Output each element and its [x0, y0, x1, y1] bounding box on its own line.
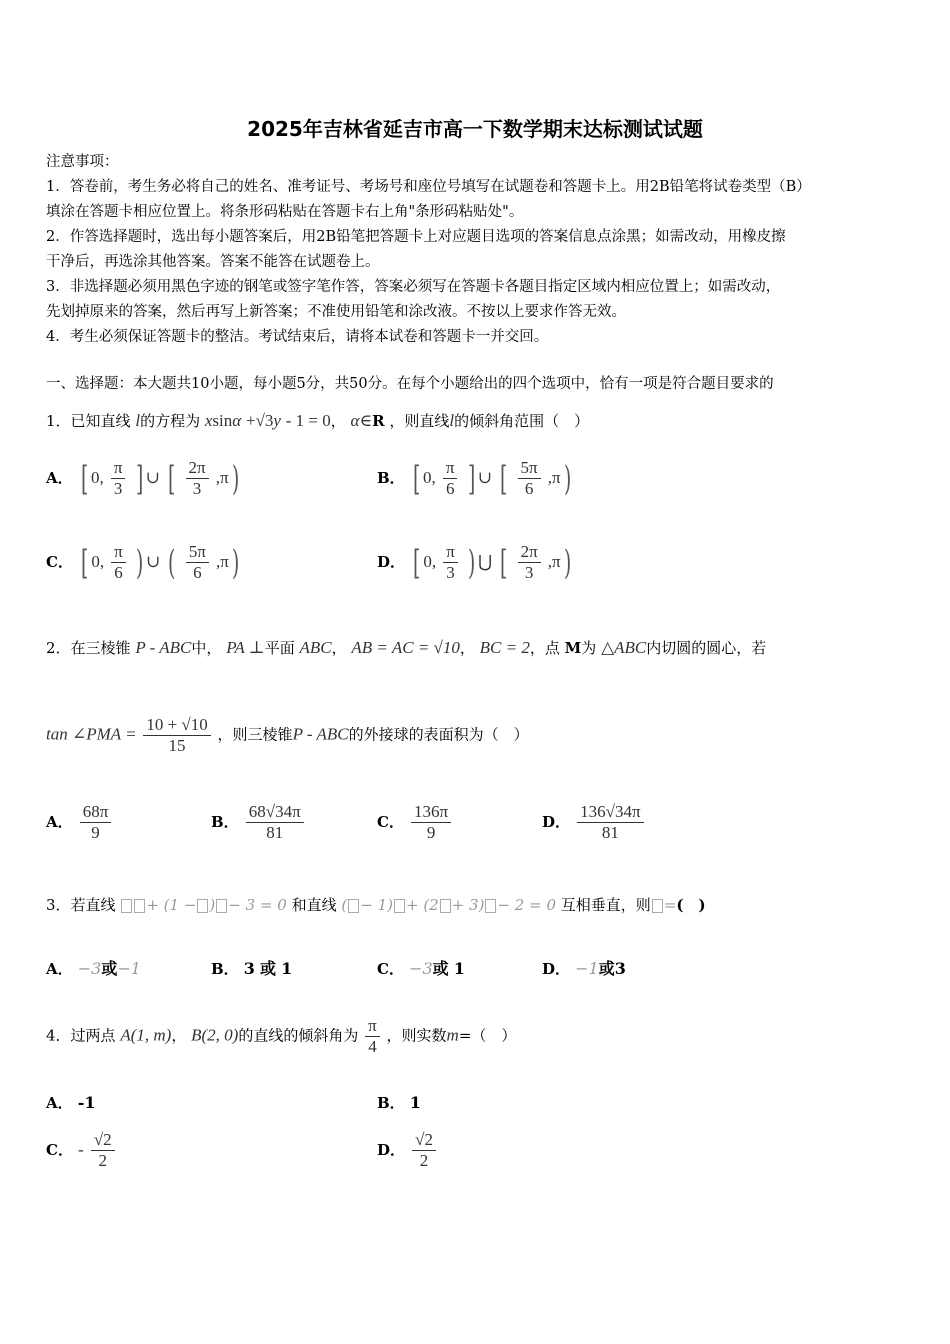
- option-a[interactable]: A． [ 0, $\frac{\pi}{3}$ ] ∪ [ $\frac{2\pi}{3}$ ,π): [46, 458, 239, 499]
- option-d[interactable]: D． [ 0, $\frac{\pi}{3}$ ) ⋃ [ $\frac{2\pi}{3}$ ,π): [377, 542, 571, 583]
- option-c[interactable]: C． [ 0, $\frac{\pi}{6}$ ) ∪ ( $\frac{5\pi}{6}$ ,π): [46, 542, 240, 583]
- option-a[interactable]: A． −3或−1: [46, 959, 141, 978]
- option-b[interactable]: B． 3 或 1: [211, 959, 293, 978]
- option-b[interactable]: B． 1: [377, 1093, 421, 1112]
- math-l: l: [135, 411, 141, 430]
- question-2-stem: 2．在三棱锥 P - ABC中， PA ⊥平面 ABC， AB = AC = √10， BC = 2，点 M为 △ABC内切圆的圆心，若: [46, 638, 767, 657]
- option-b[interactable]: B． [ 0, $\frac{\pi}{6}$ ] ∪ [ $\frac{5\pi}{6}$ ,π): [377, 458, 571, 499]
- option-c[interactable]: C． - $\frac{√2}{2}$: [46, 1130, 117, 1171]
- question-number: 1．: [46, 412, 71, 430]
- notice-line: 3．非选择题必须用黑色字迹的钢笔或签字笔作答，答案必须写在答题卡各题目指定区域内相应位置上；如需改动，: [46, 279, 781, 295]
- option-a[interactable]: A． -1: [46, 1093, 96, 1112]
- stem-text: 的方程为: [140, 412, 201, 430]
- notice-line: 干净后，再选涂其他答案。答案不能答在试题卷上。: [46, 254, 380, 270]
- option-d[interactable]: D． $\frac{√2}{2}$: [377, 1130, 438, 1171]
- notice-line: 先划掉原来的答案，然后再写上新答案；不准使用铅笔和涂改液。不按以上要求作答无效。: [46, 304, 626, 320]
- option-a[interactable]: A． $\frac{68\pi}{9}$: [46, 802, 113, 843]
- page-title: 2025年吉林省延吉市高一下数学期末达标测试试题: [247, 117, 703, 141]
- notice-heading: 注意事项：: [46, 154, 119, 170]
- notice-line: 4．考生必须保证答题卡的整洁。考试结束后，请将本试卷和答题卡一并交回。: [46, 329, 549, 345]
- question-1-stem: 1．已知直线 l的方程为 xsinα +√3y - 1 = 0， α∈R ，则直线l的倾斜角范围（ ）: [46, 411, 590, 430]
- option-c[interactable]: C． $\frac{136\pi}{9}$: [377, 802, 453, 843]
- stem-text: 已知直线: [70, 412, 131, 430]
- question-2-stem-cont: tan ∠PMA = $\frac{10 + √10}{15}$ ，则三棱锥P - ABC的外接球的表面积为（ ）: [46, 715, 529, 755]
- notice-line: 1．答卷前，考生务必将自己的姓名、准考证号、考场号和座位号填写在试题卷和答题卡上。用2B铅笔将试卷类型（B）: [46, 179, 811, 195]
- option-d[interactable]: D． $\frac{136√34\pi}{81}$: [542, 802, 646, 843]
- notice-line: 2．作答选择题时，选出每小题答案后，用2B铅笔把答题卡上对应题目选项的答案信息点涂黑；如需改动，用橡皮擦: [46, 229, 786, 245]
- notice-line: 填涂在答题卡相应位置上。将条形码粘贴在答题卡右上角"条形码粘贴处"。: [46, 204, 524, 220]
- option-b[interactable]: B． $\frac{68√34\pi}{81}$: [211, 802, 306, 843]
- option-c[interactable]: C． −3或 1: [377, 959, 465, 978]
- question-3-stem: 3．若直线 + (1 − ) − 3 = 0 和直线 ( − 1) + (2 + 3) − 2 = 0 互相垂直，则 =( ): [46, 896, 706, 914]
- notice-block: [46, 150, 811, 350]
- section-heading: 一、选择题：本大题共10小题，每小题5分，共50分。在每个小题给出的四个选项中，恰有一项是符合题目要求的: [46, 376, 774, 392]
- question-4-stem: 4．过两点 A(1, m)， B(2, 0)的直线的倾斜角为 $\frac{\pi}{4}$ ，则实数m=（ ）: [46, 1016, 517, 1056]
- option-d[interactable]: D． −1或3: [542, 959, 626, 978]
